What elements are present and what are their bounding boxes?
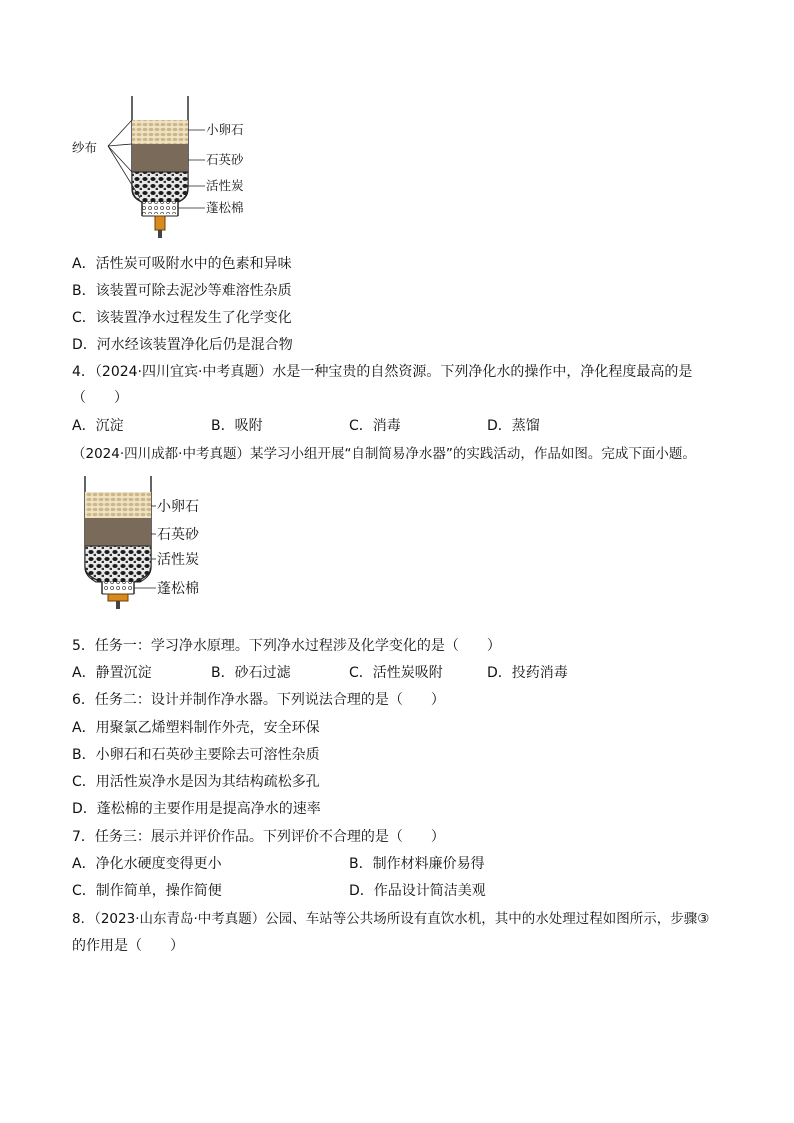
q4-option-c: C．消毒 — [349, 418, 401, 434]
group-intro: （2024·四川成都·中考真题）某学习小组开展“自制简易净水器”的实践活动，作品如图。完成下面小题。 — [72, 446, 696, 462]
q4-bracket: （ ） — [72, 390, 128, 406]
q7-option-c: C．制作简单，操作简便 — [72, 883, 222, 899]
q6-option-b: B．小卵石和石英砂主要除去可溶性杂质 — [72, 747, 320, 763]
q3-option-d: D．河水经该装置净化后仍是混合物 — [72, 337, 293, 353]
q5-option-a: A．静置沉淀 — [72, 665, 152, 681]
label-quartz-sand: 石英砂 — [206, 152, 244, 167]
outlet-tap-2 — [108, 594, 128, 601]
activated-carbon-layer-2 — [85, 546, 151, 582]
pebble-layer-1 — [132, 120, 188, 144]
pebble-layer-2 — [85, 492, 151, 518]
quartz-sand-layer-1 — [132, 144, 188, 172]
label-cotton: 蓬松棉 — [206, 200, 244, 215]
label2-quartz-sand: 石英砂 — [157, 527, 199, 543]
q6-option-d: D．蓬松棉的主要作用是提高净水的速率 — [72, 801, 321, 817]
q7-stem: 7．任务三：展示并评价作品。下列评价不合理的是（ ） — [72, 829, 445, 845]
cotton-layer-1 — [142, 202, 178, 214]
quartz-sand-layer-2 — [85, 518, 151, 546]
q3-option-c: C．该装置净水过程发生了化学变化 — [72, 310, 292, 326]
q8-stem: 8．（2023·山东青岛·中考真题）公园、车站等公共场所设有直饮水机，其中的水处理过程如图所示，步骤③ — [72, 911, 710, 927]
q4-option-d: D．蒸馏 — [487, 418, 540, 434]
label2-pebbles: 小卵石 — [157, 499, 199, 515]
q5-stem: 5．任务一：学习净水原理。下列净水过程涉及化学变化的是（ ） — [72, 638, 501, 654]
label2-activated-carbon: 活性炭 — [157, 552, 199, 568]
q5-option-b: B．砂石过滤 — [211, 665, 291, 681]
cotton-layer-2 — [102, 582, 134, 592]
q6-option-c: C．用活性炭净水是因为其结构疏松多孔 — [72, 774, 320, 790]
q4-stem: 4．（2024·四川宜宾·中考真题）水是一种宝贵的自然资源。下列净化水的操作中，净化程度最高的是 — [72, 364, 693, 380]
q7-option-d: D．作品设计简洁美观 — [349, 883, 486, 899]
q7-option-b: B．制作材料廉价易得 — [349, 856, 485, 872]
q5-option-c: C．活性炭吸附 — [349, 665, 443, 681]
q7-option-a: A．净化水硬度变得更小 — [72, 856, 222, 872]
q3-option-b: B．该装置可除去泥沙等难溶性杂质 — [72, 283, 292, 299]
activated-carbon-layer-1 — [132, 172, 188, 202]
q4-option-a: A．沉淀 — [72, 418, 124, 434]
q3-option-a: A．活性炭可吸附水中的色素和异味 — [72, 256, 292, 272]
q5-option-d: D．投药消毒 — [487, 665, 568, 681]
label-activated-carbon: 活性炭 — [206, 178, 244, 193]
water-purifier-figure-1 — [70, 92, 260, 247]
outlet-tap-1 — [155, 216, 165, 230]
q6-option-a: A．用聚氯乙烯塑料制作外壳，安全环保 — [72, 720, 320, 736]
water-purifier-figure-2 — [80, 472, 230, 617]
q4-option-b: B．吸附 — [211, 418, 263, 434]
q6-stem: 6．任务二：设计并制作净水器。下列说法合理的是（ ） — [72, 692, 445, 708]
label-pebbles: 小卵石 — [206, 122, 244, 137]
q8-stem-continued: 的作用是（ ） — [72, 938, 184, 954]
gauze-label: 纱布 — [72, 140, 98, 155]
label2-cotton: 蓬松棉 — [157, 581, 199, 597]
